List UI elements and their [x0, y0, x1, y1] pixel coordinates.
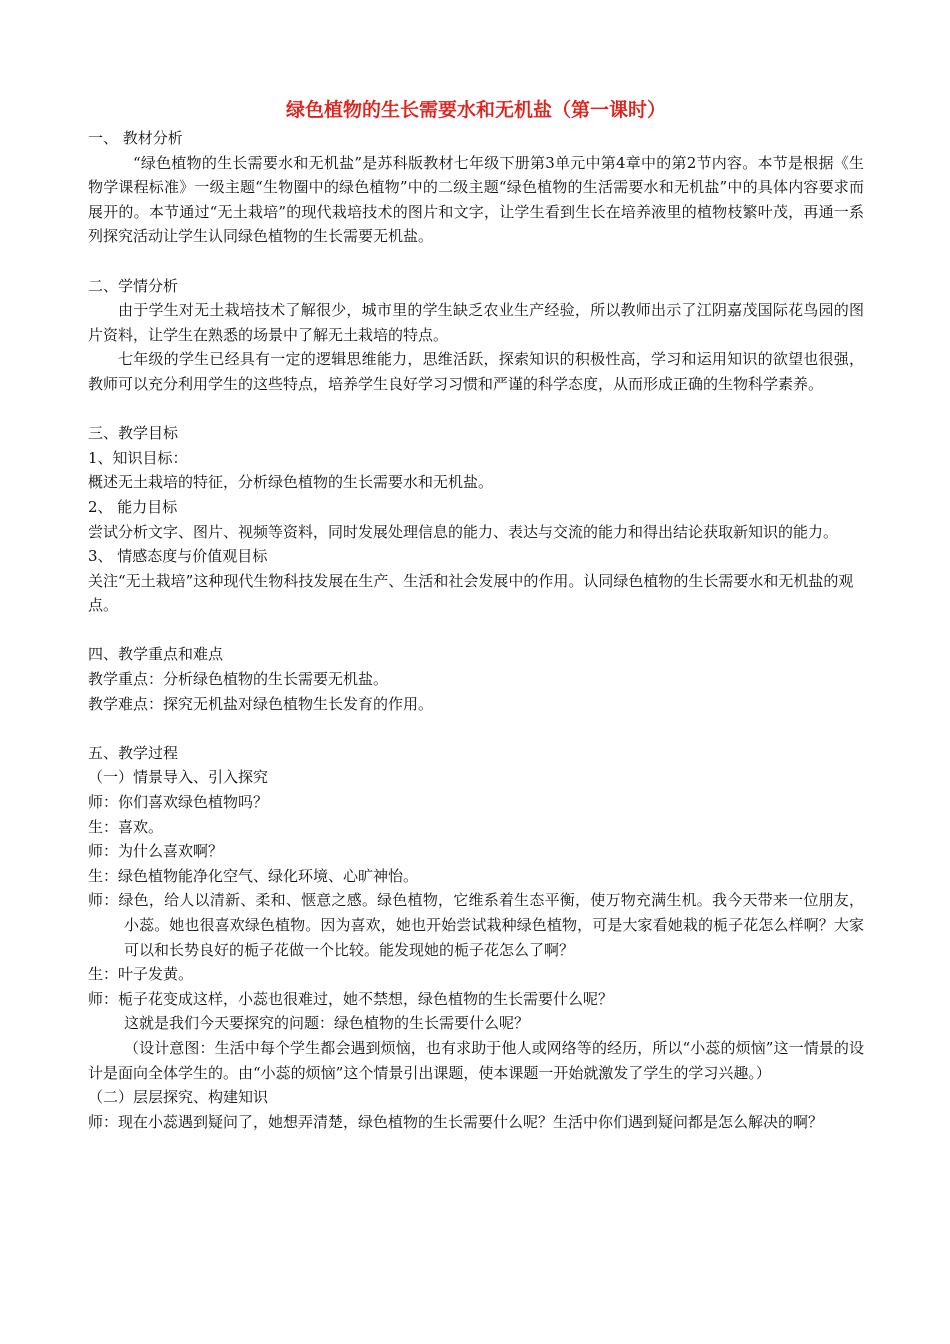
section-heading-teaching-process: 五、教学过程 [88, 743, 179, 762]
difficult-point-text: 教学难点：探究无机盐对绿色植物生长发育的作用。 [88, 694, 434, 713]
dialogue-line: 生：叶子发黄。 [88, 965, 194, 984]
spacer [88, 716, 864, 741]
design-intent-note: （设计意图：生活中每个学生都会遇到烦恼，也有求助于他人或网络等的经历，所以“小蕊的烦恼”这一情景的设计是面向全体学生的。由“小蕊的烦恼”这个情景引出课题，使本课题一开始就激发了学生的学习兴趣。） [88, 1038, 864, 1082]
section-heading-teaching-goals: 三、教学目标 [88, 424, 179, 443]
dialogue-line: 师：栀子花变成这样，小蕊也很难过，她不禁想，绿色植物的生长需要什么呢？ [88, 989, 614, 1008]
document-page [88, 96, 864, 1134]
document-title: 绿色植物的生长需要水和无机盐（第一课时） [285, 99, 666, 121]
key-point-text: 教学重点：分析绿色植物的生长需要无机盐。 [88, 670, 389, 689]
goal-attitude-label: 3、 情感态度与价值观目标 [88, 547, 268, 566]
section-heading-learner-analysis: 二、学情分析 [88, 276, 179, 295]
section-heading-key-points: 四、教学重点和难点 [88, 645, 224, 664]
paragraph-teaching-material: “绿色植物的生长需要水和无机盐”是苏科版教材七年级下册第3单元中第4章中的第2节内容。本节是根据《生物学课程标准》一级主题“生物圈中的绿色植物”中的二级主题“绿色植物的生活需要水和无机盐”中的具体内容要求而展开的。本节通过“无土栽培”的现代栽培技术的图片和文字，让学生看到生长在培养液里的植物枝繁叶茂，再通一系列探究活动让学生认同绿色植物的生长需要无机盐。 [88, 153, 864, 246]
dialogue-line: 师：为什么喜欢啊？ [88, 842, 224, 861]
goal-ability-text: 尝试分析文字、图片、视频等资料，同时发展处理信息的能力、表达与交流的能力和得出结论获取新知识的能力。 [88, 522, 839, 541]
dialogue-line: 师：现在小蕊遇到疑问了，她想弄清楚，绿色植物的生长需要什么呢？生活中你们遇到疑问都是怎么解决的啊？ [88, 1112, 824, 1131]
subsection-heading-intro: （一）情景导入、引入探究 [88, 768, 269, 787]
spacer [88, 249, 864, 274]
spacer [88, 397, 864, 422]
goal-ability-label: 2、 能力目标 [88, 497, 178, 516]
dialogue-line: 师：绿色，给人以清新、柔和、惬意之感。绿色植物，它维系着生态平衡，使万物充满生机。我今天带来一位朋友，小蕊。她也很喜欢绿色植物。因为喜欢，她也开始尝试栽种绿色植物，可是大家看她栽的栀子花怎么样啊？大家可以和长势良好的栀子花做一个比较。能发现她的栀子花怎么了啊？ [88, 891, 864, 959]
subsection-heading-explore: （二）层层探究、构建知识 [88, 1088, 269, 1107]
dialogue-continuation: 这就是我们今天要探究的问题：绿色植物的生长需要什么呢？ [124, 1014, 530, 1033]
spacer [88, 618, 864, 643]
dialogue-line: 师：你们喜欢绿色植物吗？ [88, 793, 269, 812]
dialogue-line: 生：喜欢。 [88, 817, 164, 836]
paragraph-learner-analysis-1: 由于学生对无土栽培技术了解很少，城市里的学生缺乏农业生产经验，所以教师出示了江阴嘉茂国际花鸟园的图片资料，让学生在熟悉的场景中了解无土栽培的特点。 [88, 301, 864, 344]
dialogue-line: 生：绿色植物能净化空气、绿化环境、心旷神怡。 [88, 866, 419, 885]
section-heading-teaching-material: 一、 教材分析 [88, 129, 183, 147]
goal-knowledge-label: 1、知识目标： [88, 448, 188, 467]
goal-attitude-text: 关注“无土栽培”这种现代生物科技发展在生产、生活和社会发展中的作用。认同绿色植物的生长需要水和无机盐的观点。 [88, 571, 854, 615]
paragraph-learner-analysis-2: 七年级的学生已经具有一定的逻辑思维能力，思维活跃，探索知识的积极性高，学习和运用知识的欲望也很强，教师可以充分利用学生的这些特点，培养学生良好学习习惯和严谨的科学态度，从而形成正确的生物科学素养。 [88, 350, 864, 393]
goal-knowledge-text: 概述无土栽培的特征，分析绿色植物的生长需要水和无机盐。 [88, 473, 494, 492]
